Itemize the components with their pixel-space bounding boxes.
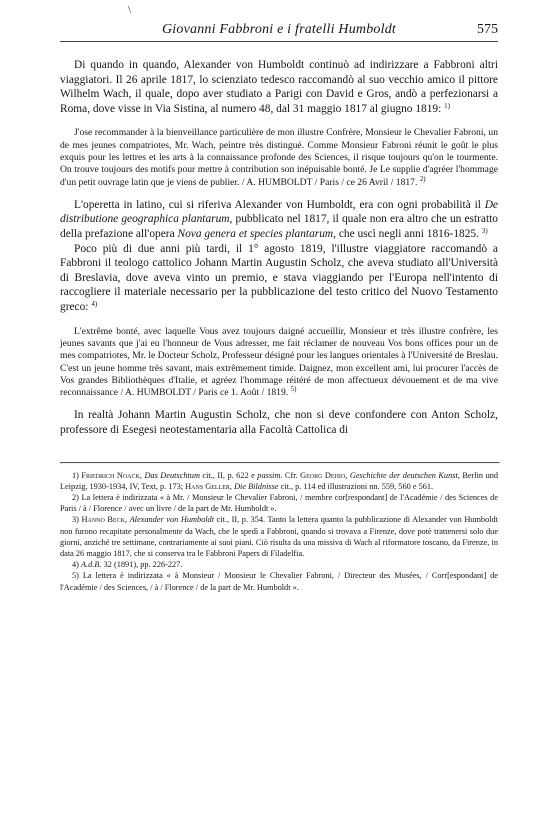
- footnote-ref-1: 1): [444, 101, 450, 110]
- footnote-1: 1) Friedrich Noack, Das Deutschtum cit., II, p. 622 e passim. Cfr. Georg Dehio, Geschichte der deutschen Kunst, Berlin und Leipzig, 1930-1934, IV, Text, p. 173; Hans Geller, Die Bildnisse cit., p. 114 ed illustrazioni nn. 559, 560 e 561.: [60, 470, 499, 491]
- footnote-2: 2) La lettera è indirizzata « à Mr. / Monsieur le Chevalier Fabroni, / membre cor[respondant] de l'Académie / des Sciences de Paris / à / Florence / avec un livre / de la part de Mr. Humboldt ».: [60, 492, 499, 514]
- page-number: 575: [477, 22, 498, 37]
- footnote-ref-4: 4): [91, 300, 98, 309]
- work-title-2: Nova genera et species plantarum: [177, 228, 334, 241]
- footnote-ref-2: 2): [419, 174, 426, 183]
- quoted-letter-2: L'extrême bonté, avec laquelle Vous avez toujours daigné accueillir, Monsieur et très illustre confrère, les jeunes savants que j'ai eu l'honneur de Vous adresser, me fait réclamer de nouveau Vos bons offices pour un de mes compatriotes, Mr. le Docteur Scholz, Professeur désigné pour les langues orientales à l'Université de Breslau. C'est un jeune homme très savant, mais extrêmement timide. Daignez, mon excellent ami, lui procurer l'accès de Vos grandes Bibliothèques d'Italie, et agréez l'hommage réitéré de mon affectueux dévouement et de ma vive reconnaissance / A. HUMBOLDT / Paris ce 1. Août / 1819. $^{5)}$: [60, 325, 498, 399]
- paragraph-2: L'operetta in latino, cui si riferiva Alexander von Humboldt, era con ogni probabilità il De distributione geographica plantarum, pubblicato nel 1817, il quale non era altro che un estratto della prefazione all'opera Nova genera et species plantarum, che uscì negli anni 1816-1825. $^{3)}$: [60, 198, 498, 241]
- footnote-ref-3: 3): [481, 227, 488, 236]
- header-rule: [60, 41, 498, 42]
- quoted-letter-1: J'ose recommander à la bienveillance particulière de mon illustre Confrère, Monsieur le Chevalier Fabroni, un de mes jeunes compatriotes, Mr. Wach, peintre très distingué. Comme Monsieur Fabroni réunit le goût le plus exquis pour les lettres et les arts à la connaissance profonde des Sciences, il risque toujours qu'on le tourmente. On trouve toujours des motifs pour mettre à contribution son inépuisable bonté. Je Le supplie d'agréer l'hommage d'un petit ouvrage latin que je viens de publier. / A. HUMBOLDT / Paris / ce 26 Avril / 1817. $^{2)}$: [60, 127, 498, 188]
- paragraph-3: Poco più di due anni più tardi, il 1° agosto 1819, l'illustre viaggiatore raccomandò a Fabbroni il teologo cattolico Johann Martin Augustin Scholz, che aveva studiato all'Università di Breslavia, dove aveva vinto un premio, e stava viaggiando per l'Europa nell'intento di raccogliere il materiale necessario per la pubblicazione del testo critico del Nuovo Testamento greco: $^{4)}$: [60, 242, 498, 314]
- paragraph-4: In realtà Johann Martin Augustin Scholz, che non si deve confondere con Anton Scholz, professore di Esegesi neotestamentaria alla Facoltà Cattolica di: [60, 409, 498, 436]
- footnote-3: 3) Hanno Beck, Alexander von Humboldt cit., II, p. 354. Tanto la lettera quanto la pubblicazione di Alexander von Humboldt non furono recapitate personalmente da Wach, che le spedì a Fabbroni, quando si trovava a Firenze, dove potè trattenersi solo due giorni, anziché tre settimane, contrariamente ai suoi piani. Ciò risulta da una missiva di Wach al riformatore toscano, da Firenze, in data 26 maggio 1817, che si conserva tra le Fabbroni Papers di Filadelfia.: [60, 515, 498, 558]
- running-head: [60, 22, 498, 42]
- footnote-4: 4) A.d.B. 32 (1891), pp. 226-227.: [72, 560, 183, 570]
- paragraph-1: Di quando in quando, Alexander von Humboldt continuò ad indirizzare a Fabbroni altri viaggiatori. Il 26 aprile 1817, lo scienziato tedesco raccomandò al suo vecchio amico il pittore Wilhelm Wach, il quale, dopo aver studiato a Parigi con David e Gros, andò a perfezionarsi a Roma, dove visse in Via Sistina, al numero 48, dal 31 maggio 1817 al giugno 1819: $^{1)}$: [60, 59, 498, 115]
- footnote-ref-5: 5): [290, 385, 297, 394]
- running-title: Giovanni Fabbroni e i fratelli Humboldt: [162, 22, 396, 37]
- body-text: [60, 58, 498, 593]
- footnotes: [60, 470, 498, 593]
- footnote-5: 5) La lettera è indirizzata « à Monsieur / Monsieur le Chevalier Fabroni, / Directeur des Musées, / Corr[espondant] de l'Académie / des Sciences, / à / Florence / de la part de Mr. Humboldt ».: [60, 571, 498, 592]
- work-title-1: De distributione geographica plantarum: [60, 198, 498, 226]
- scan-mark: \: [128, 4, 132, 16]
